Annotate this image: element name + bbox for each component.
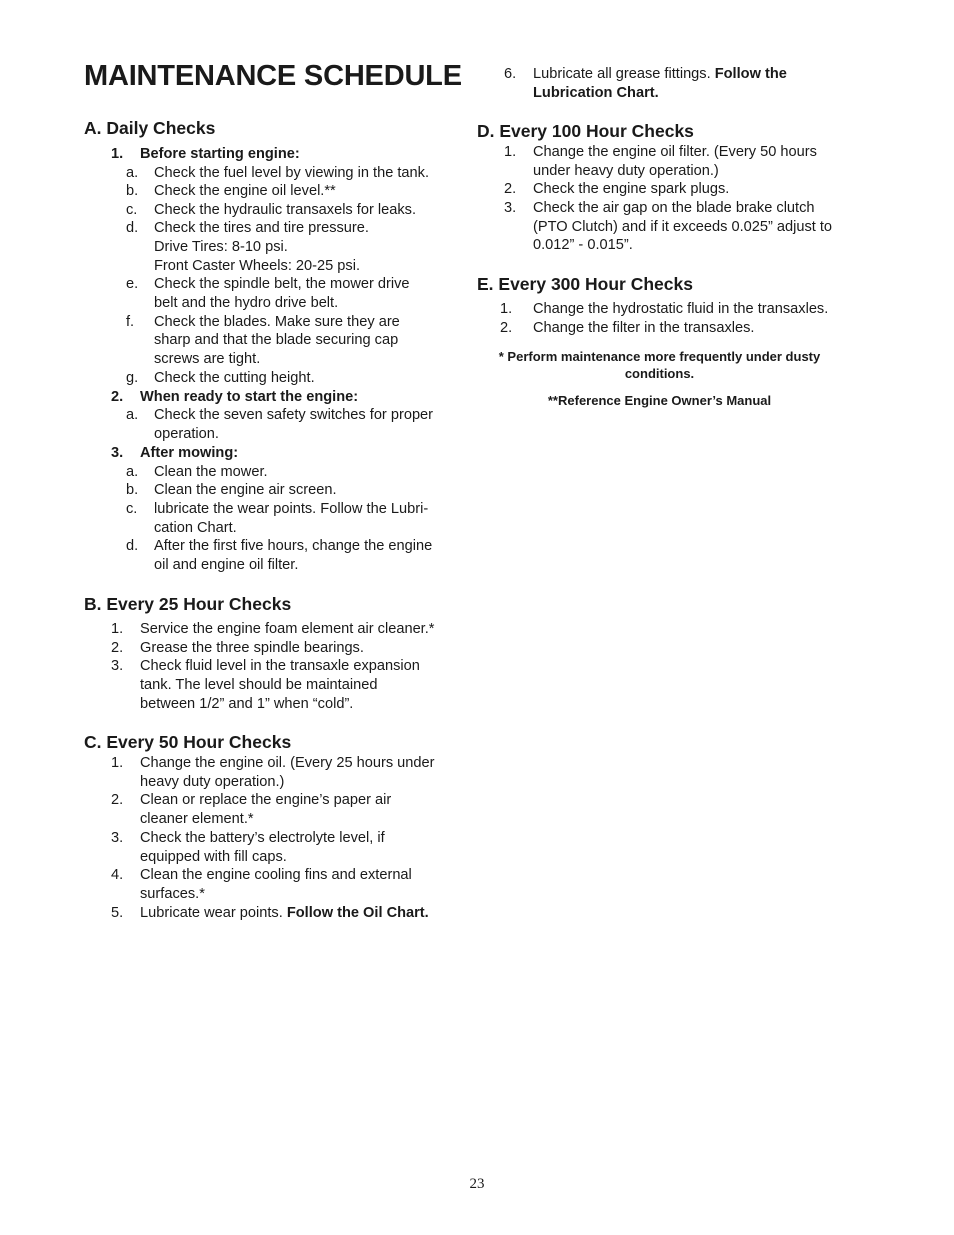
item-text: Clean the engine cooling fins and external [140,867,412,883]
section-heading: B. Every 25 Hour Checks [84,594,292,614]
item-letter: d. [126,538,139,554]
item-letter: b. [126,482,139,498]
item-letter: c. [126,501,138,517]
item-text: Change the filter in the transaxles. [533,320,755,336]
item-number: 5. [111,905,124,921]
subgroup-label: After mowing: [140,445,239,461]
item-letter: a. [126,464,139,480]
page-title: MAINTENANCE SCHEDULE [84,60,462,92]
item-text: Grease the three spindle bearings. [140,640,364,656]
item-text: cleaner element.* [140,811,254,827]
item-number: 3. [111,658,124,674]
section-heading: E. Every 300 Hour Checks [477,274,693,294]
item-text: Check fluid level in the transaxle expansion [140,658,420,674]
item-text [140,904,429,923]
item-text-plain: Lubricate all grease fittings. [533,66,715,82]
item-number: 1. [500,301,513,317]
item-number: 2. [111,792,124,808]
section-heading: C. Every 50 Hour Checks [84,732,292,752]
item-letter: c. [126,202,138,218]
section-heading: D. Every 100 Hour Checks [477,121,694,141]
item-text: Change the hydrostatic fluid in the transaxles. [533,301,829,317]
item-text: Check the spindle belt, the mower drive [154,276,410,292]
item-text: Change the engine oil filter. (Every 50 hours [533,144,817,160]
item-text: (PTO Clutch) and if it exceeds 0.025” adjust to [533,219,833,235]
item-text: Drive Tires: 8-10 psi. [154,239,288,255]
item-letter: b. [126,183,139,199]
page-number: 23 [469,1176,485,1192]
item-text: Change the engine oil. (Every 25 hours under [140,755,435,771]
item-text: Check the engine spark plugs. [533,181,730,197]
item-text-plain: Lubricate wear points. [140,905,287,921]
item-letter: a. [126,165,139,181]
item-text: belt and the hydro drive belt. [154,295,339,311]
item-text: Check the hydraulic transaxels for leaks. [154,202,416,218]
subgroup-number: 3. [111,445,124,461]
item-text: Check the fuel level by viewing in the tank. [154,165,430,181]
item-text: lubricate the wear points. Follow the Lubri- [154,501,429,517]
item-text: Service the engine foam element air cleaner.* [140,621,435,637]
item-text: oil and engine oil filter. [154,557,299,573]
item-letter: a. [126,407,139,423]
item-text: surfaces.* [140,886,205,902]
item-text: Clean the engine air screen. [154,482,337,498]
item-letter: d. [126,220,139,236]
item-text: Check the tires and tire pressure. [154,220,369,236]
item-number: 2. [500,320,513,336]
item-text: After the first five hours, change the engine [154,538,433,554]
item-number: 2. [111,640,124,656]
item-number: 1. [504,144,517,160]
item-number: 2. [504,181,517,197]
item-text: Check the battery’s electrolyte level, if [140,830,385,846]
item-text: cation Chart. [154,520,237,536]
subgroup-label: When ready to start the engine: [140,389,359,405]
item-text: Check the engine oil level.** [154,183,336,199]
item-text: tank. The level should be maintained [140,677,378,693]
subgroup-number: 1. [111,146,124,162]
item-text-bold: Follow the Oil Chart. [286,905,429,921]
item-text: Clean or replace the engine’s paper air [140,792,392,808]
item-text [533,65,787,84]
item-number: 3. [111,830,124,846]
footnote-dusty-line1: * Perform maintenance more frequently under dusty [498,349,821,364]
item-text: heavy duty operation.) [140,774,285,790]
item-number: 4. [111,867,124,883]
item-text: Front Caster Wheels: 20-25 psi. [154,258,361,274]
subgroup-label: Before starting engine: [140,146,300,162]
section-heading: A. Daily Checks [84,118,216,138]
item-text: Check the blades. Make sure they are [154,314,400,330]
item-text: Clean the mower. [154,464,268,480]
item-letter: g. [126,370,139,386]
item-text: 0.012” - 0.015”. [533,237,633,253]
item-text-bold: Follow the [714,66,787,82]
item-text: under heavy duty operation.) [533,163,719,179]
item-text: operation. [154,426,219,442]
item-text: Check the cutting height. [154,370,315,386]
item-text: screws are tight. [154,351,261,367]
item-letter: e. [126,276,139,292]
item-text-bold: Lubrication Chart. [533,85,659,101]
footnote-dusty-line2: conditions. [624,366,695,381]
item-number: 1. [111,755,124,771]
footnote-owners-manual: **Reference Engine Owner’s Manual [547,393,772,408]
subgroup-number: 2. [111,389,124,405]
item-letter: f. [126,314,135,330]
item-text: Check the air gap on the blade brake clutch [533,200,815,216]
item-number: 1. [111,621,124,637]
item-text: sharp and that the blade securing cap [154,332,399,348]
item-text: equipped with fill caps. [140,849,287,865]
item-text: Check the seven safety switches for proper [154,407,434,423]
item-number: 3. [504,200,517,216]
item-text: between 1/2” and 1” when “cold”. [140,696,354,712]
item-number: 6. [504,66,517,82]
